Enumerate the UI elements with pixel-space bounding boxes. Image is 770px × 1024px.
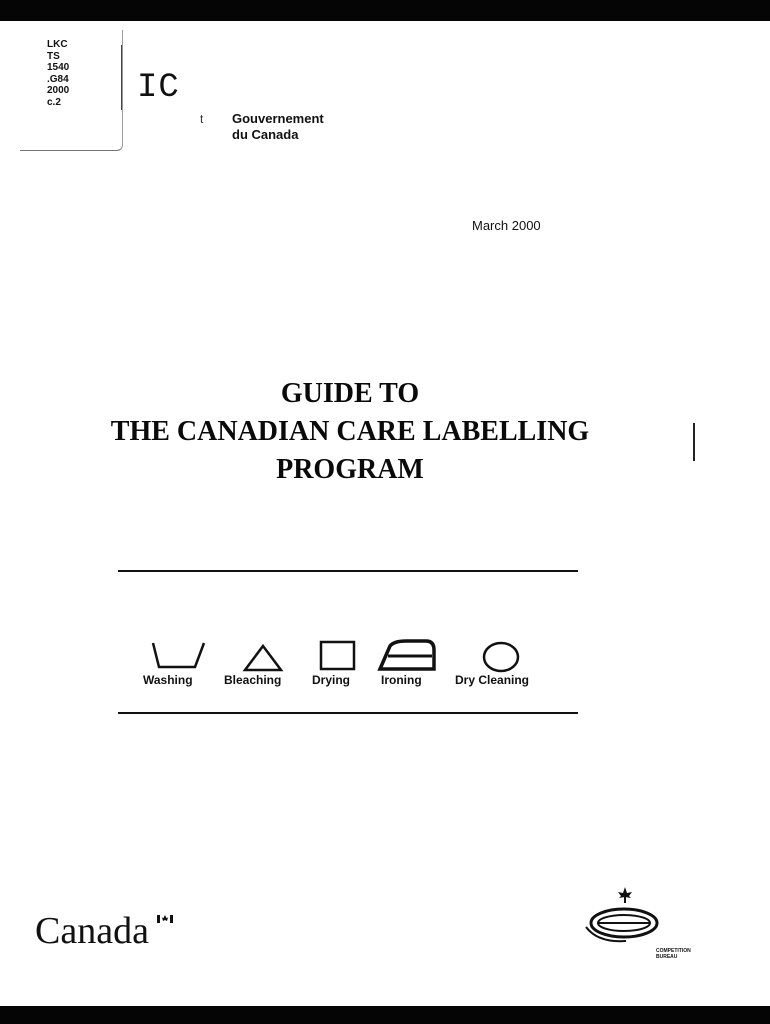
call-number-line: TS (47, 50, 60, 62)
government-line-1: Gouvernement (232, 111, 324, 126)
document-title (0, 375, 700, 489)
competition-bureau-text (656, 948, 691, 960)
logo-text-line-1: COMPETITION (656, 948, 691, 954)
scan-mark (693, 423, 695, 461)
call-number-line: 1540 (47, 62, 70, 73)
ironing-label: Ironing (381, 673, 422, 687)
agency-logo: IC (137, 69, 180, 107)
ironing-iron-icon (376, 638, 438, 672)
government-fragment: t (200, 112, 204, 126)
washing-tub-icon (150, 640, 208, 672)
dry-cleaning-label: Dry Cleaning (455, 673, 530, 687)
competition-bureau-logo-icon (578, 885, 660, 965)
title-line-3: PROGRAM (276, 454, 424, 485)
dry-cleaning-circle-icon (480, 640, 522, 674)
canada-flag-icon (157, 914, 173, 924)
drying-label: Drying (312, 673, 351, 687)
title-line-1: GUIDE TO (280, 378, 420, 409)
publication-date: March 2000 (472, 218, 541, 233)
government-name-french (232, 111, 324, 143)
government-line-2: du Canada (232, 127, 299, 142)
top-rule (118, 570, 578, 572)
bleaching-label: Bleaching (224, 673, 282, 687)
title-line-2: THE CANADIAN CARE LABELLING (110, 416, 590, 447)
washing-label: Washing (143, 673, 193, 687)
call-number-line: LKC (47, 39, 68, 50)
bottom-rule (118, 712, 578, 714)
logo-text-line-2: BUREAU (656, 954, 678, 960)
scan-bottom-border (0, 1006, 770, 1024)
label-edge (121, 45, 122, 110)
drying-square-icon (318, 640, 358, 672)
scan-top-border (0, 0, 770, 21)
bleaching-triangle-icon (242, 643, 284, 673)
call-number (47, 39, 69, 108)
call-number-line: .G84 (47, 73, 69, 85)
library-call-number-label (20, 30, 123, 151)
canada-wordmark: Canada (35, 910, 149, 952)
call-number-line: c.2 (47, 96, 61, 108)
call-number-line: 2000 (47, 85, 70, 96)
